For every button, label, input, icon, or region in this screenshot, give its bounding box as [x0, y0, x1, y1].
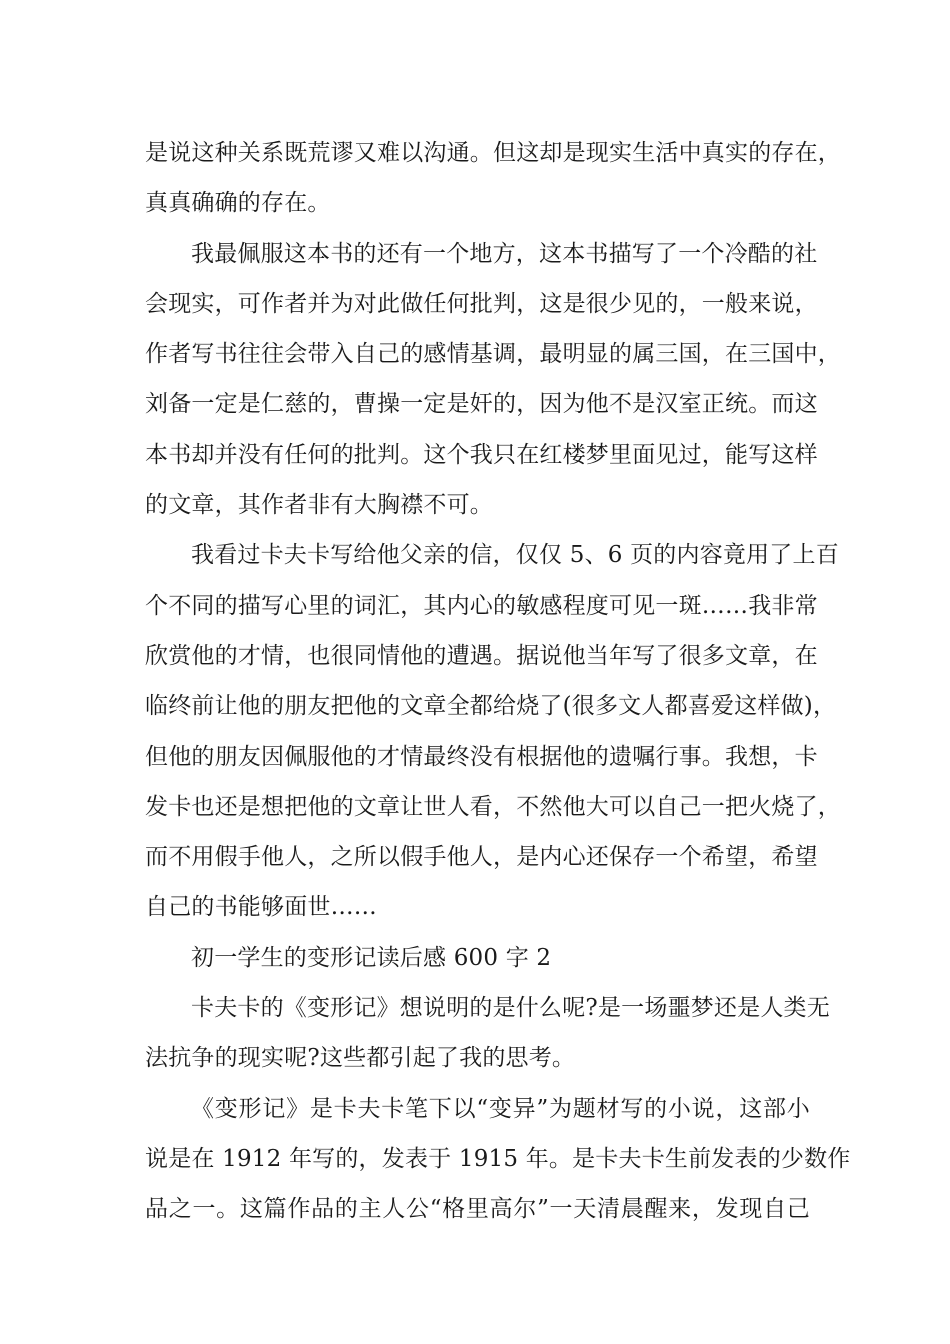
- text-line: 作者写书往往会带入自己的感情基调，最明显的属三国，在三国中，: [145, 341, 841, 368]
- text-line: 发卡也还是想把他的文章让世人看，不然他大可以自己一把火烧了，: [145, 793, 841, 820]
- text-line: 真真确确的存在。: [145, 190, 331, 217]
- text-line: 但他的朋友因佩服他的才情最终没有根据他的遗嘱行事。我想，卡: [145, 743, 818, 770]
- text-line: 说是在 1912 年写的，发表于 1915 年。是卡夫卡生前发表的少数作: [145, 1145, 851, 1172]
- text-line: 刘备一定是仁慈的，曹操一定是奸的，因为他不是汉室正统。而这: [145, 391, 818, 418]
- text-line: 自己的书能够面世……: [145, 894, 377, 921]
- text-line: 是说这种关系既荒谬又难以沟通。但这却是现实生活中真实的存在，: [145, 140, 841, 166]
- text-line: 我看过卡夫卡写给他父亲的信，仅仅 5、6 页的内容竟用了上百: [191, 542, 839, 569]
- text-line: 而不用假手他人，之所以假手他人，是内心还保存一个希望，希望: [145, 844, 818, 871]
- text-line: 欣赏他的才情，也很同情他的遭遇。据说他当年写了很多文章，在: [145, 642, 818, 669]
- text-line: 品之一。这篇作品的主人公“格里高尔”一天清晨醒来，发现自己: [145, 1196, 810, 1223]
- text-line: 我最佩服这本书的还有一个地方，这本书描写了一个冷酷的社: [191, 240, 818, 267]
- text-line: 的文章，其作者非有大胸襟不可。: [145, 492, 493, 519]
- section-heading: 初一学生的变形记读后感 600 字 2: [191, 944, 552, 971]
- text-line: 临终前让他的朋友把他的文章全都给烧了(很多文人都喜爱这样做)，: [145, 693, 837, 720]
- text-line: 本书却并没有任何的批判。这个我只在红楼梦里面见过，能写这样: [145, 441, 818, 468]
- text-line: 法抗争的现实呢?这些都引起了我的思考。: [145, 1045, 576, 1072]
- text-line: 《变形记》是卡夫卡笔下以“变异”为题材写的小说，这部小: [191, 1095, 810, 1122]
- text-line: 个不同的描写心里的词汇，其内心的敏感程度可见一斑……我非常: [145, 592, 818, 619]
- body-text: [145, 128, 851, 1235]
- text-line: 会现实，可作者并为对此做任何批判，这是很少见的，一般来说，: [145, 290, 818, 317]
- text-line: 卡夫卡的《变形记》想说明的是什么呢?是一场噩梦还是人类无: [191, 995, 830, 1022]
